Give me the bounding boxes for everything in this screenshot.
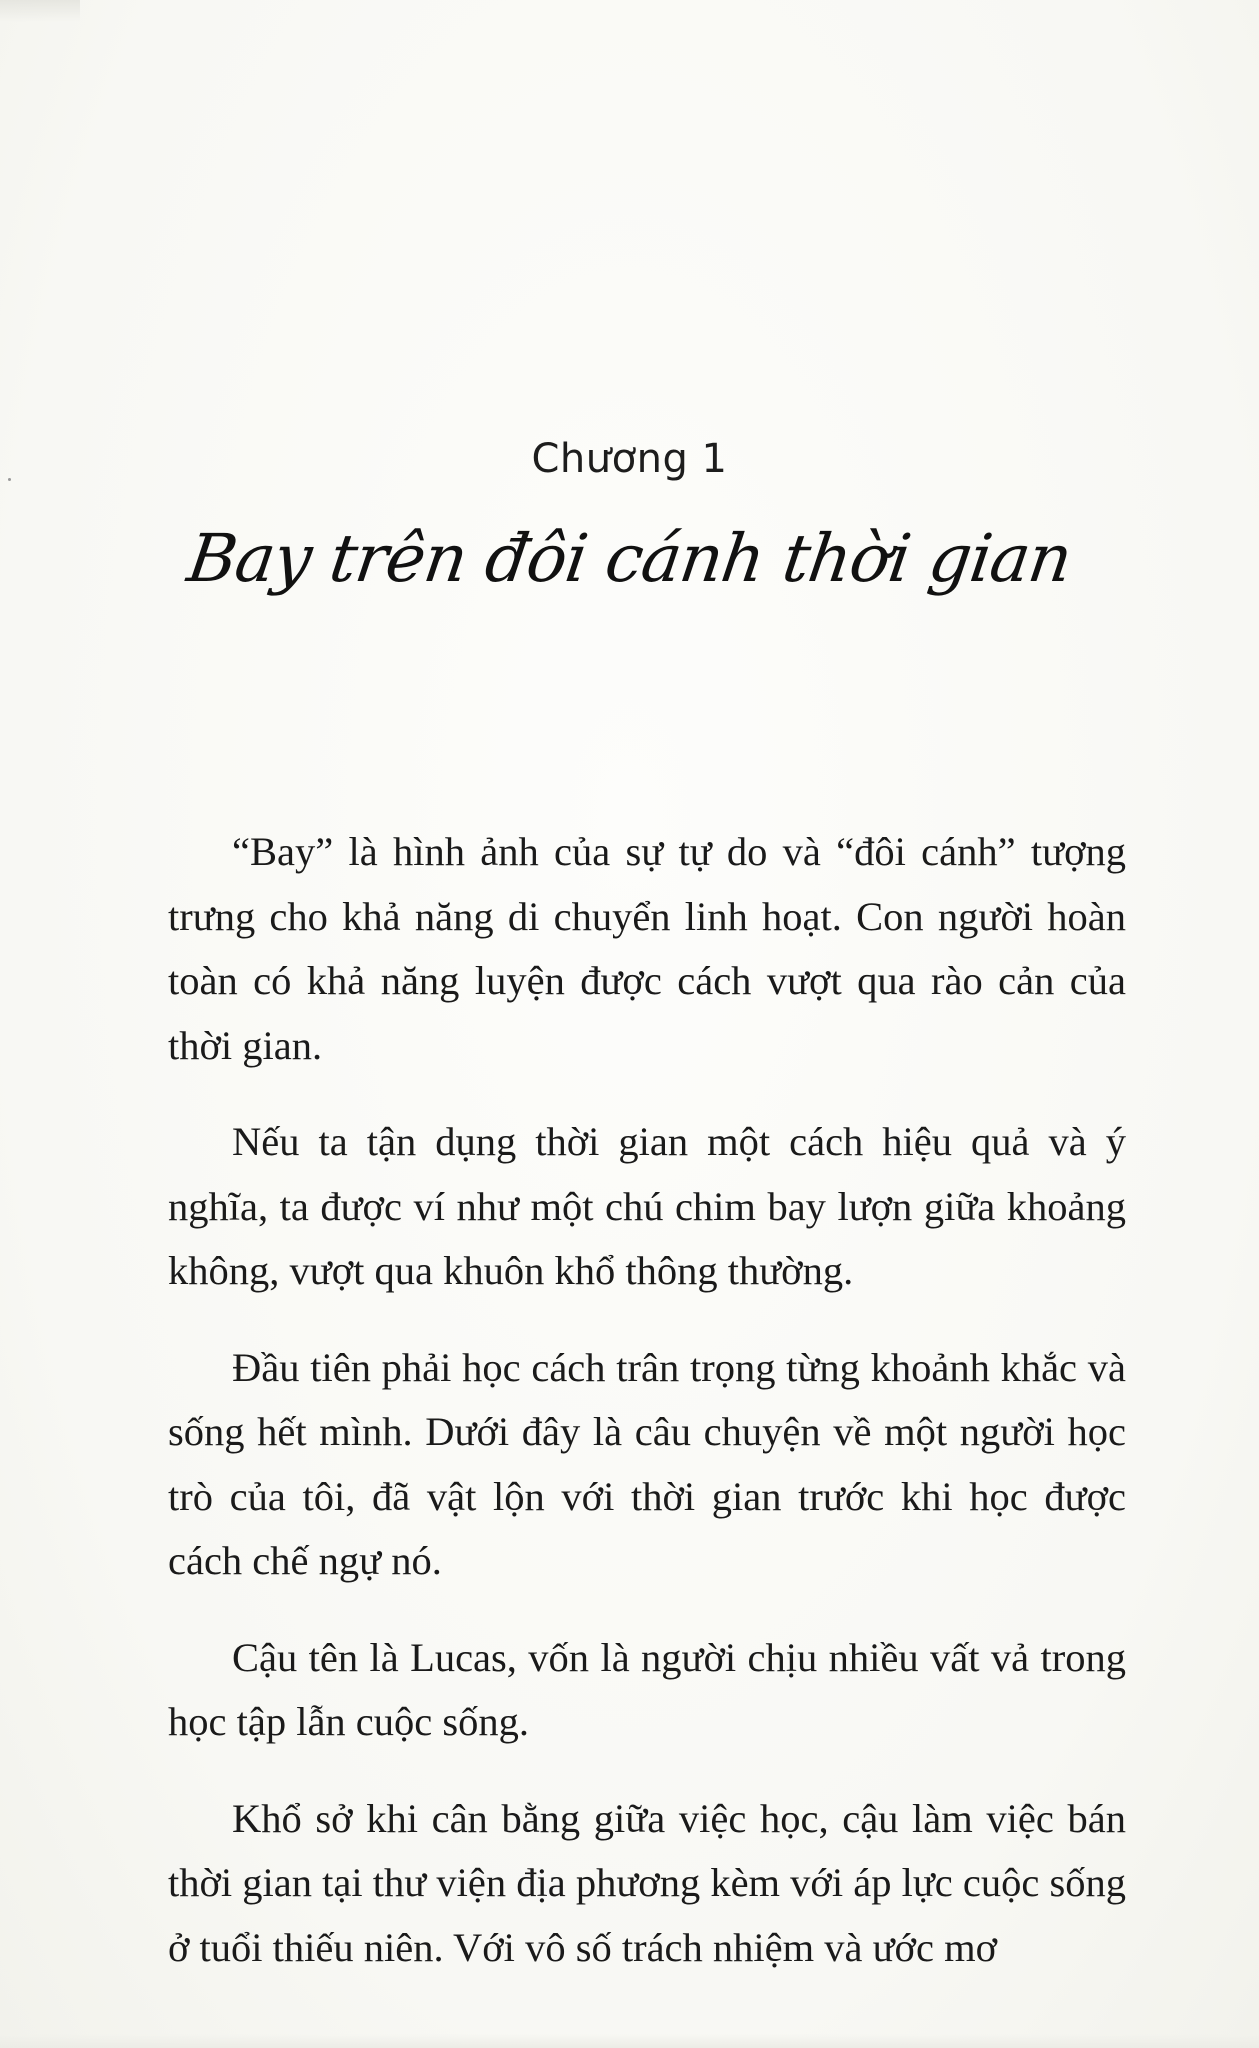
page-edge-shadow bbox=[0, 0, 80, 22]
paragraph: Nếu ta tận dụng thời gian một cách hiệu quả và ý nghĩa, ta được ví như một chú chim bay lượn giữa khoảng không, vượt qua khuôn khổ thông thường. bbox=[168, 1119, 1126, 1293]
paragraph: Đầu tiên phải học cách trân trọng từng khoảnh khắc và sống hết mình. Dưới đây là câu chuyện về một người học trò của tôi, đã vật lộn với thời gian trước khi học được cách chế ngự nó. bbox=[168, 1344, 1126, 1583]
chapter-title: Bay trên đôi cánh thời gian bbox=[182, 520, 1077, 597]
paragraph: Khổ sở khi cân bằng giữa việc học, cậu làm việc bán thời gian tại thư viện địa phương kèm với áp lực cuộc sống ở tuổi thiếu niên. Với vô số trách nhiệm và ước mơ bbox=[168, 1795, 1126, 1970]
page-bottom-edge bbox=[0, 2034, 1259, 2048]
chapter-number: Chương 1 bbox=[531, 436, 728, 482]
paragraph: “Bay” là hình ảnh của sự tự do và “đôi cánh” tượng trưng cho khả năng di chuyển linh hoạt. Con người hoàn toàn có khả năng luyện được cách vượt qua rào cản của thời gian. bbox=[168, 829, 1126, 1068]
paragraph: Cậu tên là Lucas, vốn là người chịu nhiều vất vả trong học tập lẫn cuộc sống. bbox=[168, 1634, 1126, 1744]
body-text bbox=[168, 820, 1126, 2012]
